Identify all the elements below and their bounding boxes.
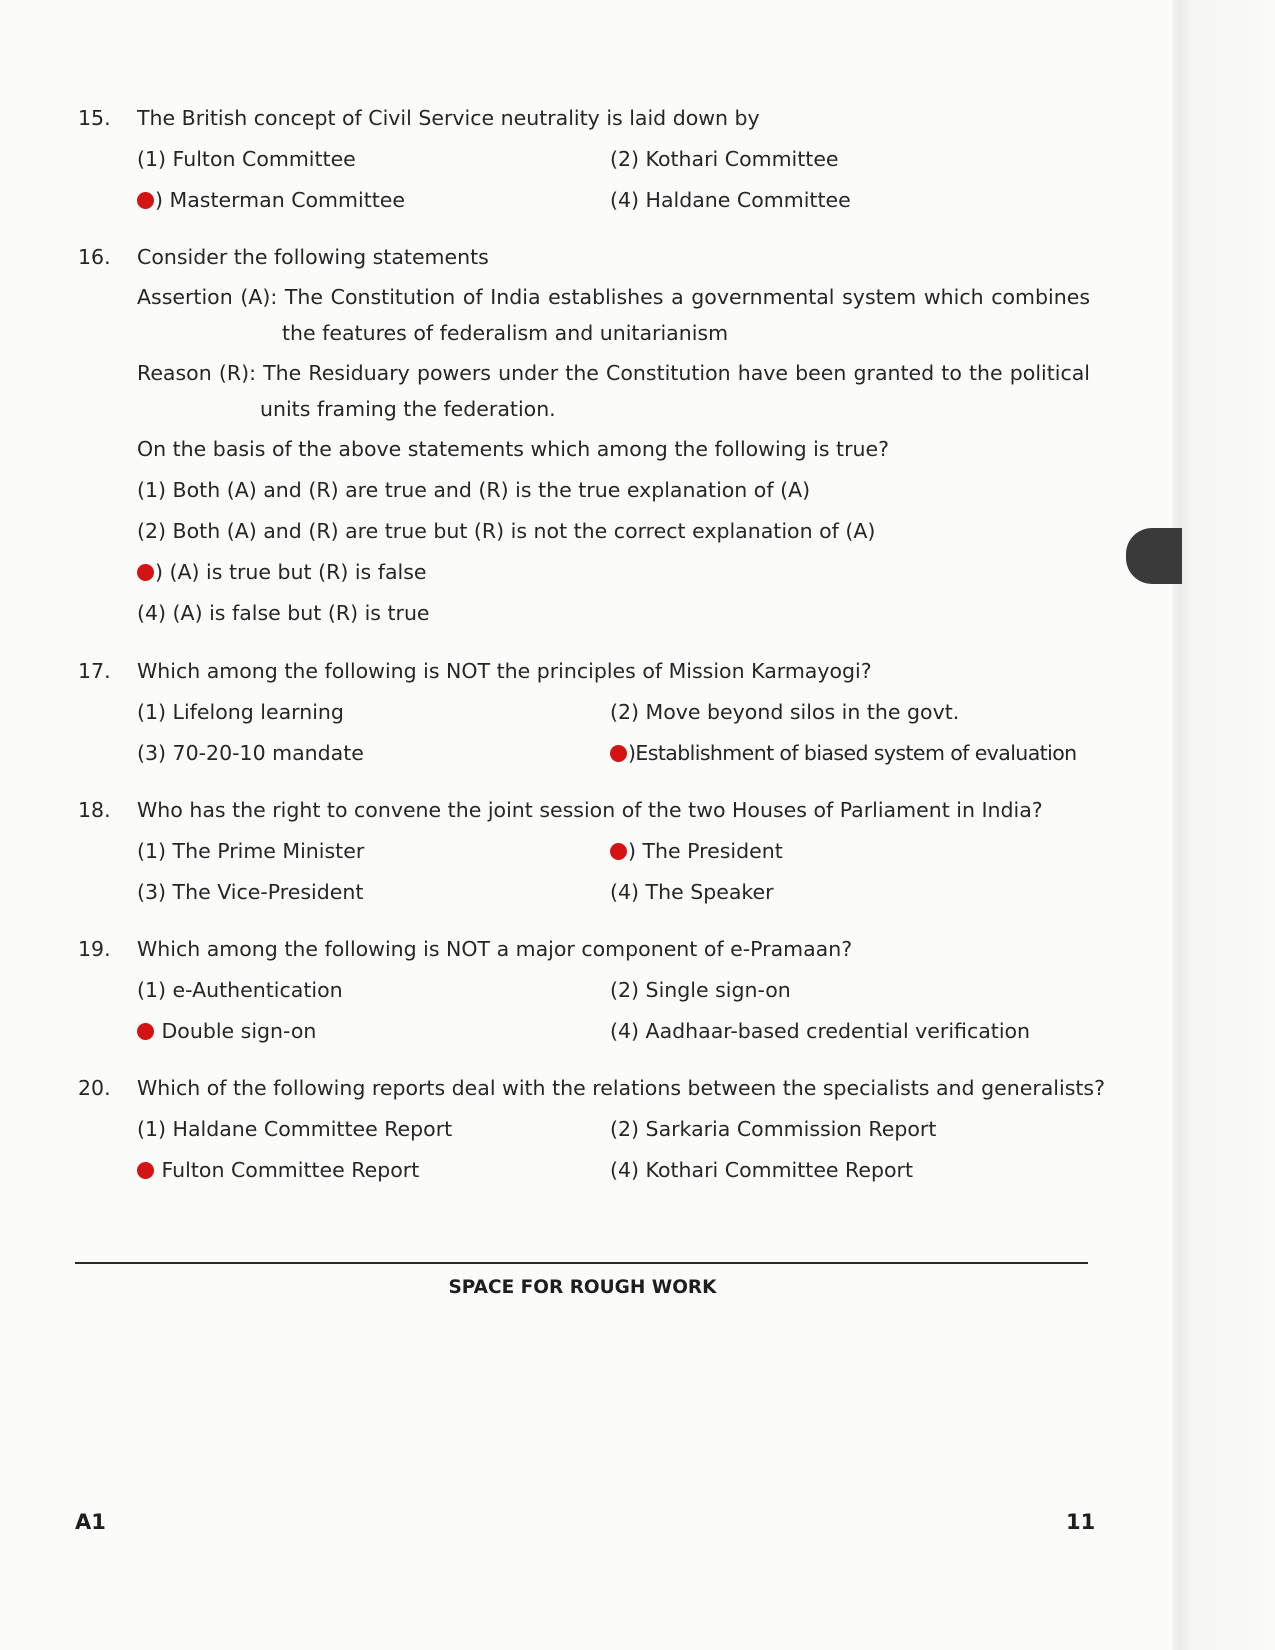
booklet-code: A1 — [75, 1510, 106, 1534]
question-number: 17. — [78, 659, 111, 683]
option-3[interactable] — [137, 1019, 316, 1043]
section-divider — [75, 1262, 1088, 1264]
option-2[interactable]: (2) Kothari Committee — [610, 147, 839, 171]
rough-work-label: SPACE FOR ROUGH WORK — [448, 1277, 717, 1298]
reason-continuation: units framing the federation. — [260, 397, 556, 421]
option-4[interactable]: (4) Kothari Committee Report — [610, 1158, 914, 1182]
answer-mark-icon — [137, 1162, 154, 1179]
option-2[interactable] — [610, 839, 783, 863]
question-stem: Who has the right to convene the joint session of the two Houses of Parliament in India? — [137, 798, 1043, 822]
option-1[interactable]: (1) Lifelong learning — [137, 700, 344, 724]
option-1[interactable]: (1) Haldane Committee Report — [137, 1117, 453, 1141]
answer-mark-icon — [610, 843, 627, 860]
option-2[interactable]: (2) Sarkaria Commission Report — [610, 1117, 937, 1141]
assertion-text: Assertion (A): The Constitution of India establishes a governmental system which combines — [137, 285, 1090, 309]
question-number: 18. — [78, 798, 111, 822]
option-1[interactable]: (1) The Prime Minister — [137, 839, 365, 863]
question-stem: The British concept of Civil Service neutrality is laid down by — [137, 106, 760, 130]
option-3[interactable]: (3) The Vice-President — [137, 880, 364, 904]
option-2[interactable]: (2) Both (A) and (R) are true but (R) is not the correct explanation of (A) — [137, 519, 876, 543]
reason-text: Reason (R): The Residuary powers under the Constitution have been granted to the political — [137, 361, 1090, 385]
option-4[interactable] — [610, 741, 1077, 765]
option-3[interactable]: (3) 70-20-10 mandate — [137, 741, 364, 765]
page-edge-shadow — [1172, 0, 1275, 1650]
answer-mark-icon — [137, 564, 154, 581]
option-1[interactable]: (1) Fulton Committee — [137, 147, 356, 171]
answer-mark-icon — [610, 745, 627, 762]
question-stem: Which of the following reports deal with the relations between the specialists and generalists? — [137, 1076, 1105, 1100]
option-1[interactable]: (1) e-Authentication — [137, 978, 343, 1002]
question-prompt: On the basis of the above statements which among the following is true? — [137, 437, 890, 461]
option-4[interactable]: (4) The Speaker — [610, 880, 774, 904]
option-1[interactable]: (1) Both (A) and (R) are true and (R) is the true explanation of (A) — [137, 478, 811, 502]
option-2-text: ) The President — [628, 839, 783, 863]
answer-mark-icon — [137, 1023, 154, 1040]
question-number: 19. — [78, 937, 111, 961]
option-4[interactable]: (4) (A) is false but (R) is true — [137, 601, 430, 625]
assertion-continuation: the features of federalism and unitarianism — [282, 321, 729, 345]
question-stem: Which among the following is NOT a major component of e-Pramaan? — [137, 937, 853, 961]
option-3-text: ) (A) is true but (R) is false — [155, 560, 427, 584]
question-number: 20. — [78, 1076, 111, 1100]
option-3[interactable] — [137, 560, 427, 584]
question-stem: Consider the following statements — [137, 245, 489, 269]
option-3-text: Fulton Committee Report — [155, 1158, 420, 1182]
option-4-text: )Establishment of biased system of evaluation — [628, 741, 1077, 765]
page-number: 11 — [1066, 1510, 1096, 1534]
option-2[interactable]: (2) Single sign-on — [610, 978, 791, 1002]
question-number: 16. — [78, 245, 111, 269]
option-3-text: Double sign-on — [155, 1019, 317, 1043]
section-tab-marker — [1126, 528, 1182, 584]
question-number: 15. — [78, 106, 111, 130]
option-4[interactable]: (4) Aadhaar-based credential verification — [610, 1019, 1031, 1043]
option-3-text: ) Masterman Committee — [155, 188, 405, 212]
question-stem: Which among the following is NOT the principles of Mission Karmayogi? — [137, 659, 872, 683]
answer-mark-icon — [137, 192, 154, 209]
option-2[interactable]: (2) Move beyond silos in the govt. — [610, 700, 960, 724]
option-4[interactable]: (4) Haldane Committee — [610, 188, 851, 212]
option-3[interactable] — [137, 188, 405, 212]
option-3[interactable] — [137, 1158, 419, 1182]
